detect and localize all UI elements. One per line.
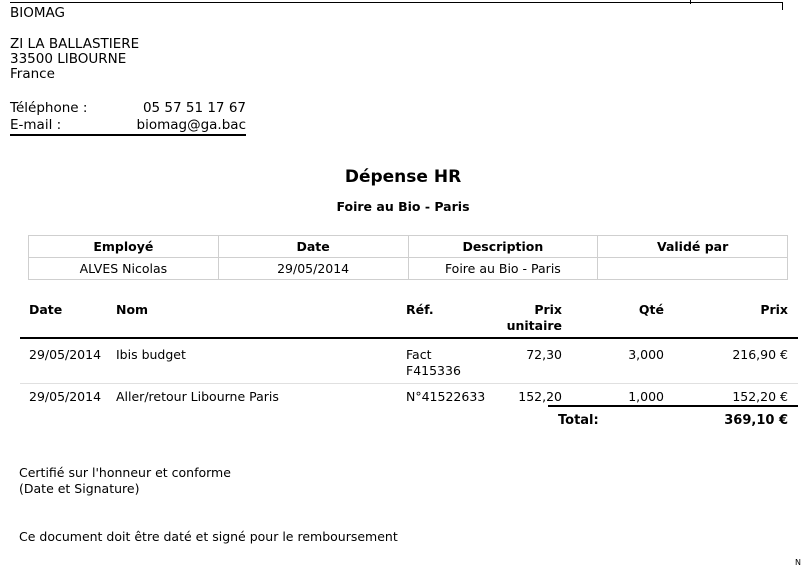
- reimbursement-notice: Ce document doit être daté et signé pour le remboursement: [19, 529, 398, 544]
- col-header-qty: Qté: [638, 302, 664, 317]
- col-header-unit-price-line2: unitaire: [506, 318, 562, 333]
- total-value: 369,10 €: [724, 413, 788, 428]
- info-value-description: Foire au Bio - Paris: [408, 258, 598, 280]
- company-address-line1: ZI LA BALLASTIERE: [10, 36, 140, 52]
- info-value-row: [29, 258, 788, 280]
- company-block: [10, 6, 139, 82]
- row-name: Ibis budget: [116, 347, 186, 362]
- row-date: 29/05/2014: [29, 389, 102, 404]
- info-header-employee: Employé: [29, 236, 219, 258]
- row-ref: [406, 347, 506, 379]
- info-value-date: 29/05/2014: [218, 258, 408, 280]
- phone-row: [10, 100, 246, 117]
- corner-mark: N: [795, 558, 801, 567]
- row-ref-line1: Fact: [406, 347, 432, 362]
- row-qty: 1,000: [628, 389, 664, 404]
- row-ref: N°41522633: [406, 389, 486, 404]
- row-date: 29/05/2014: [29, 347, 102, 362]
- row-name: Aller/retour Libourne Paris: [116, 389, 279, 404]
- company-name: BIOMAG: [10, 5, 65, 21]
- info-table: [28, 235, 788, 280]
- info-header-date: Date: [218, 236, 408, 258]
- total-label: Total:: [558, 413, 599, 428]
- row-qty: 3,000: [628, 347, 664, 362]
- phone-label: Téléphone :: [10, 100, 88, 116]
- phone-value: 05 57 51 17 67: [142, 100, 246, 116]
- row-unit-price: 72,30: [526, 347, 562, 362]
- table-row: [20, 339, 798, 384]
- email-label: E-mail :: [10, 117, 62, 133]
- col-header-ref: Réf.: [406, 302, 434, 317]
- email-value: biomag@ga.bac: [136, 117, 246, 133]
- top-rule: [10, 2, 782, 3]
- total-row: [548, 405, 798, 431]
- info-header-row: [29, 236, 788, 258]
- expense-lines-table: [20, 300, 798, 406]
- certification-block: [19, 465, 231, 497]
- row-ref-line2: F415336: [406, 363, 461, 378]
- row-price: 216,90 €: [732, 347, 788, 362]
- col-header-date: Date: [29, 302, 63, 317]
- lines-header-row: [20, 300, 798, 339]
- info-header-description: Description: [408, 236, 598, 258]
- company-country: France: [10, 66, 55, 82]
- row-price: 152,20 €: [732, 389, 788, 404]
- email-row: [10, 117, 246, 136]
- document-title: Dépense HR: [344, 167, 462, 187]
- col-header-name: Nom: [116, 302, 149, 317]
- row-unit-price: 152,20: [518, 389, 562, 404]
- info-header-validated-by: Validé par: [598, 236, 788, 258]
- info-value-validated-by: [598, 258, 788, 280]
- col-header-unit-price-line1: Prix: [534, 302, 562, 317]
- certification-line2: (Date et Signature): [19, 481, 140, 496]
- table-row: [20, 384, 798, 406]
- top-rule-tick: [690, 0, 691, 4]
- company-address-line2: 33500 LIBOURNE: [10, 51, 127, 67]
- col-header-unit-price: [507, 302, 562, 334]
- contact-block: [10, 100, 246, 136]
- info-value-employee: ALVES Nicolas: [29, 258, 219, 280]
- document-subtitle: Foire au Bio - Paris: [336, 199, 470, 214]
- col-header-price: Prix: [760, 302, 788, 317]
- right-rule: [782, 2, 783, 10]
- certification-line1: Certifié sur l'honneur et conforme: [19, 465, 231, 480]
